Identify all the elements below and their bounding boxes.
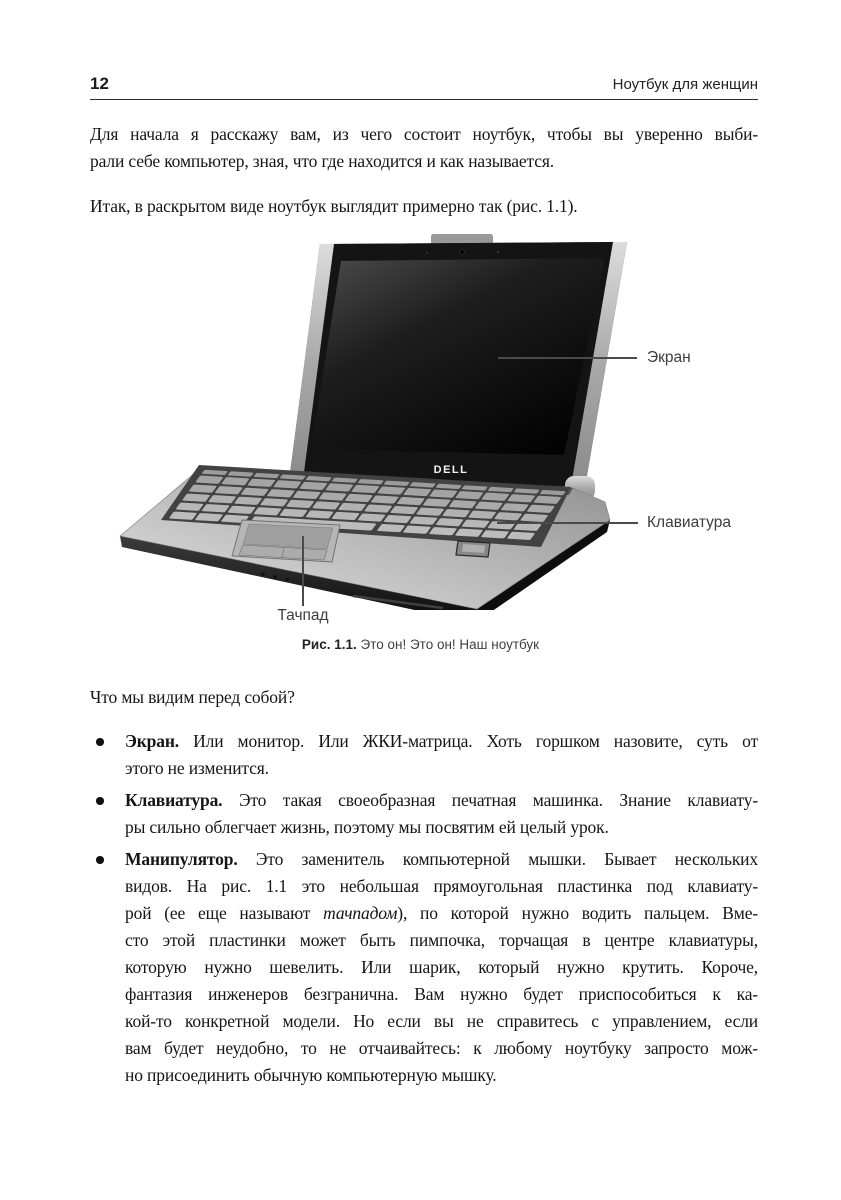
figure-caption (0, 637, 841, 652)
bullet-marker (96, 738, 104, 746)
laptop-base (120, 465, 610, 610)
laptop-lid (289, 234, 627, 487)
intro-paragraph-1: Для начала я расскажу вам, из чего состоит ноутбук, чтобы вы уверенно выби- рали себе компьютер, зная, что где находится и как называется. (90, 124, 758, 171)
bullet-text: Манипулятор. Это заменитель компьютерной мышки. Бывает нескольких видов. На рис. 1.1 это небольшая прямоугольная пластинка под клавиату- рой (ее еще называют тачпадом), по которой нужно водить пальцем. Вме- сто этой пластинки может быть пимпочка, торчащая в центре клавиатуры, которую нужно шевелить. Или шарик, который нужно крутить. Короче, фантазия инженеров безгранична. Вам нужно будет приспособиться к ка- кой-то конкретной модели. Но если вы не справитесь с управлением, если вам будет неудобно, то не отчаивайтесь: к любому ноутбуку запросто мож- но присоединить обычную компьютерную мышку. (125, 849, 758, 1085)
figure-caption-number: Рис. 1.1. (301, 637, 357, 652)
callout-line-keyboard (497, 522, 638, 524)
figure-caption-text: Это он! Это он! Наш ноутбук (356, 637, 540, 652)
bullet-item-keyboard (90, 787, 758, 841)
page-number: 12 (90, 74, 109, 93)
bullet-marker (96, 797, 104, 805)
laptop-photo (113, 230, 643, 610)
figure-label-screen: Экран (647, 349, 691, 366)
callout-line-screen (498, 357, 637, 359)
touchpad (232, 520, 340, 562)
figure-label-keyboard: Клавиатура (647, 514, 731, 531)
bullet-text: Клавиатура. Это такая своеобразная печатная машинка. Знание клавиату- ры сильно облегчает жизнь, поэтому мы посвятим ей целый урок. (125, 790, 758, 837)
callout-line-touchpad (302, 536, 304, 606)
dell-logo: DELL (433, 464, 469, 476)
running-title: Ноутбук для женщин (612, 76, 758, 93)
figure-label-touchpad: Тачпад (277, 607, 329, 624)
bullet-list (90, 728, 758, 1094)
bullet-item-screen (90, 728, 758, 782)
bullet-marker (96, 856, 104, 864)
bullet-item-manipulator (90, 846, 758, 1089)
question-line: Что мы видим перед собой? (90, 687, 295, 707)
webcam-icon (460, 250, 465, 255)
intro-paragraph-2: Итак, в раскрытом виде ноутбук выглядит примерно так (рис. 1.1). (90, 196, 578, 216)
bullet-text: Экран. Или монитор. Или ЖКИ-матрица. Хоть горшком назовите, суть от этого не изменится. (125, 731, 758, 778)
page-header (90, 74, 758, 100)
